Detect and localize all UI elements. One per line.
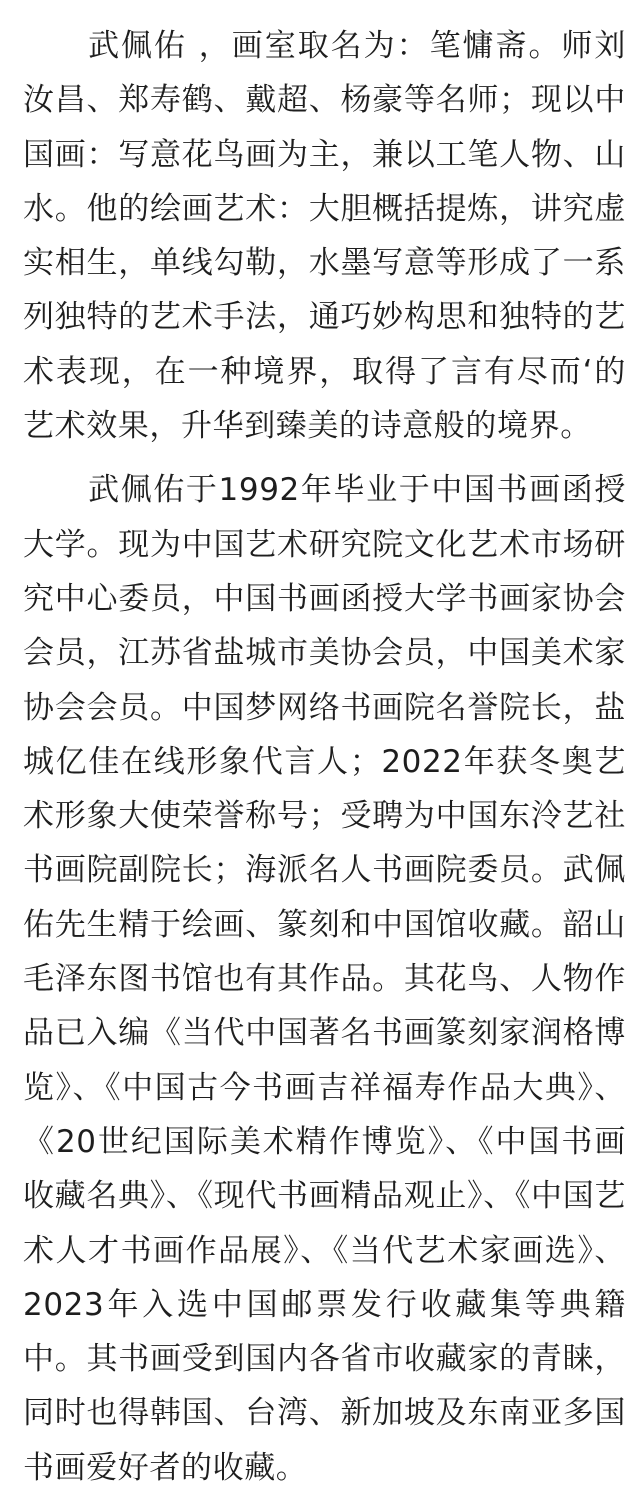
article-paragraph-intro: 武佩佑 ，画室取名为：笔慵斋。师刘汝昌、郑寿鹤、戴超、杨豪等名师；现以中国画：写意花鸟画为主，兼以工笔人物、山水。他的绘画艺术：大胆概括提炼，讲究虚实相生，单线勾勒，水墨写意等形成了一系列独特的艺术手法，通巧妙构思和独特的艺术表现，在一种境界，取得了言有尽而‘的艺术效果，升华到臻美的诗意般的境界。 (23, 28, 626, 445)
article-paragraph-biography: 武佩佑于1992年毕业于中国书画函授大学。现为中国艺术研究院文化艺术市场研究中心委员，中国书画函授大学书画家协会会员，江苏省盐城市美协会员，中国美术家协会会员。中国梦网络书画院名誉院长，盐城亿佳在线形象代言人；2022年获冬奥艺术形象大使荣誉称号；受聘为中国东泠艺社书画院副院长；海派名人书画院委员。武佩佑先生精于绘画、篆刻和中国馆收藏。韶山毛泽东图书馆也有其作品。其花鸟、人物作品已入编《当代中国著名书画篆刻家润格博览》、《中国古今书画吉祥福寿作品大典》、《20世纪国际美术精作博览》、《中国书画收藏名典》、《现代书画精品观止》、《中国艺术人才书画作品展》、《当代艺术家画选》、2023年入选中国邮票发行收藏集等典籍中。其书画受到国内各省市收藏家的青睐，同时也得韩国、台湾、新加坡及东南亚多国书画爱好者的收藏。 (23, 472, 626, 1486)
